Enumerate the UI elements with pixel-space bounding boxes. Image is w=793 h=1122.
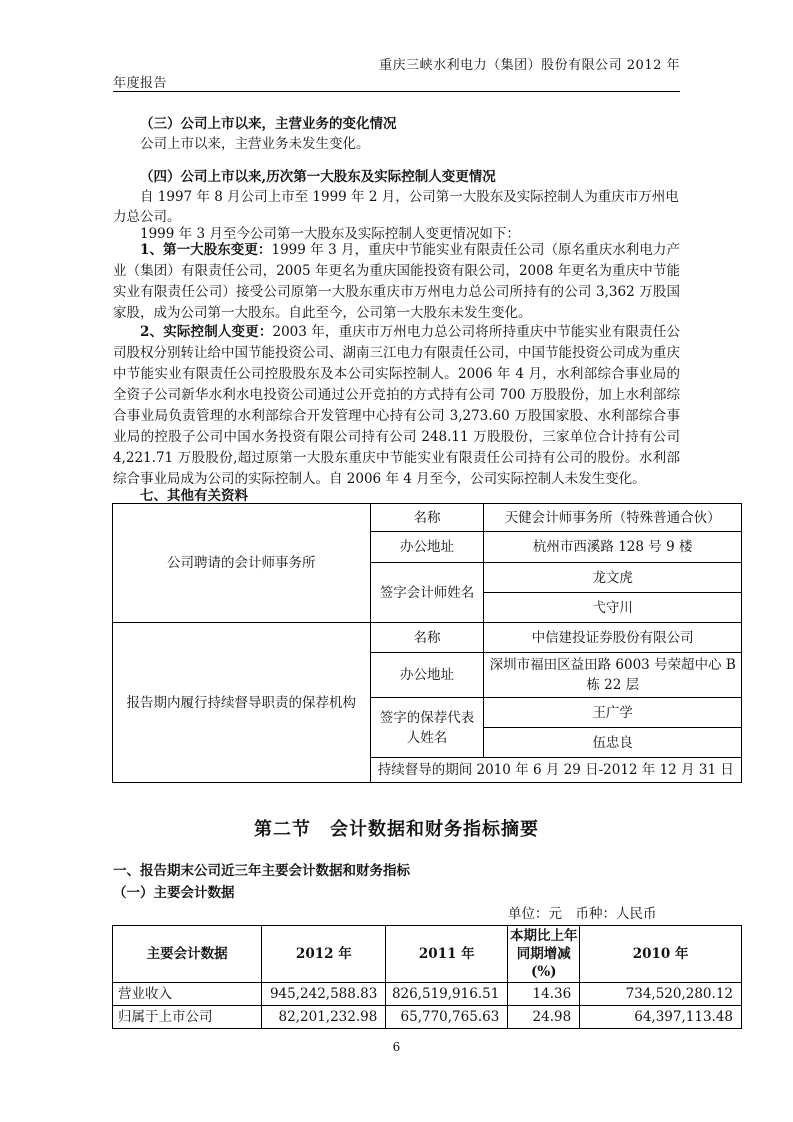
s3-body: 公司上市以来，主营业务未发生变化。 [140,136,370,152]
auditor-signer-1: 龙文虎 [484,563,742,593]
fin-cell: 64,397,113.48 [580,1006,742,1029]
fin-cell: 65,770,765.63 [386,1006,508,1029]
s4-item2 [113,322,680,490]
fin-row-label: 归属于上市公司 [113,1006,262,1029]
section2-title: 第二节 会计数据和财务指标摘要 [254,819,539,840]
s4-item1 [113,240,680,324]
s4-p1-line1: 自 1997 年 8 月公司上市至 1999 年 2 月，公司第一大股东及实际控制人为重庆市万州电 [140,189,679,205]
s4-item2-text: 2003 年，重庆市万州电力总公司将所持重庆中节能实业有限责任公司股权分别转让给中国节能投资公司、湖南三江电力有限责任公司，中国节能投资公司成为重庆中节能实业有限责任公司控股股东及本公司实际控制人。2006 年 4 月，水利部综合事业局的全资子公司新华水利水电投资公司通过公开竞拍的方式持有公司 700 万股股份，加上水利部综合事业局负责管理的水利部综合开发管理中心持有公司 3,273.60 万股国家股、水利部综合事业局的控股子公司中国水务投资有限公司持有公司 248.11 万股股份，三家单位合计持有公司 4,221.71 万股股份,超过原第一大股东重庆中节能实业有限责任公司持有公司的股份。水利部综合事业局成为公司的实际控制人。自 2006 年 4 月至今，公司实际控制人未发生变化。 [113,324,680,487]
auditor-name: 天健会计师事务所（特殊普通合伙） [484,504,742,532]
sponsor-label: 报告期内履行持续督导职责的保荐机构 [113,623,371,783]
fin-header-item: 主要会计数据 [113,926,262,983]
s4-item1-text: 1999 年 3 月，重庆中节能实业有限责任公司（原名重庆水利电力产业（集团）有限责任公司，2005 年更名为重庆国能投资有限公司，2008 年更名为重庆中节能实业有限责任公司）接受公司原第一大股东重庆市万州电力总公司所持有的公司 3,362 万股国家股，成为公司第一大股东。自此至今，公司第一大股东未发生变化。 [113,242,680,321]
s4-p1-line2: 力总公司。 [113,209,181,225]
sponsor-name: 中信建投证券股份有限公司 [484,623,742,653]
fin-header-2011: 2011 年 [386,926,508,983]
auditor-signer-label: 签字会计师姓名 [370,563,484,623]
auditor-addr-label: 办公地址 [370,532,484,563]
section2-sub1: 一、报告期末公司近三年主要会计数据和财务指标 [113,863,410,879]
fin-cell: 826,519,916.51 [386,983,508,1006]
sponsor-rep-label: 签字的保荐代表人姓名 [370,698,484,758]
header-company-year: 重庆三峡水利电力（集团）股份有限公司 2012 年 [379,58,680,73]
unit-note: 单位：元 币种：人民币 [508,906,657,922]
table-row [113,983,742,1006]
fin-cell: 734,520,280.12 [580,983,742,1006]
s4-item1-label: 1、第一大股东变更： [140,242,272,258]
s4-title: （四）公司上市以来,历次第一大股东及实际控制人变更情况 [140,169,496,185]
s4-p2: 1999 年 3 月至今公司第一大股东及实际控制人变更情况如下： [140,226,520,242]
fin-cell: 24.98 [508,1006,580,1029]
sponsor-rep-1: 王广学 [484,698,742,728]
page-number: 6 [392,1040,401,1054]
section2-sub2: （一）主要会计数据 [113,885,235,901]
fin-header-2012: 2012 年 [262,926,386,983]
fin-row-label: 营业收入 [113,983,262,1006]
auditor-addr: 杭州市西溪路 128 号 9 楼 [484,532,742,563]
auditor-name-label: 名称 [370,504,484,532]
fin-cell: 14.36 [508,983,580,1006]
auditor-label: 公司聘请的会计师事务所 [113,504,371,623]
fin-cell: 945,242,588.83 [262,983,386,1006]
header-rule [113,91,680,92]
s3-title: （三）公司上市以来，主营业务的变化情况 [140,116,397,132]
sponsor-name-label: 名称 [370,623,484,653]
fin-cell: 82,201,232.98 [262,1006,386,1029]
sponsor-period: 2010 年 6 月 29 日-2012 年 12 月 31 日 [476,762,734,778]
sponsor-period-label: 持续督导的期间 [377,762,473,778]
auditor-signer-2: 弋守川 [484,593,742,623]
s4-item2-label: 2、实际控制人变更： [140,324,273,340]
fin-header-2010: 2010 年 [580,926,742,983]
sponsor-rep-2: 伍忠良 [484,728,742,758]
financial-table [112,925,742,1029]
sponsor-addr-label: 办公地址 [370,653,484,698]
header-report: 年度报告 [113,76,168,91]
other-info-table [112,503,742,783]
sponsor-addr: 深圳市福田区益田路 6003 号荣超中心 B 栋 22 层 [484,653,742,698]
table-row [113,1006,742,1029]
sponsor-period-row [370,758,741,783]
s7-title: 七、其他有关资料 [140,488,248,504]
fin-header-change: 本期比上年同期增减(%) [508,926,580,983]
